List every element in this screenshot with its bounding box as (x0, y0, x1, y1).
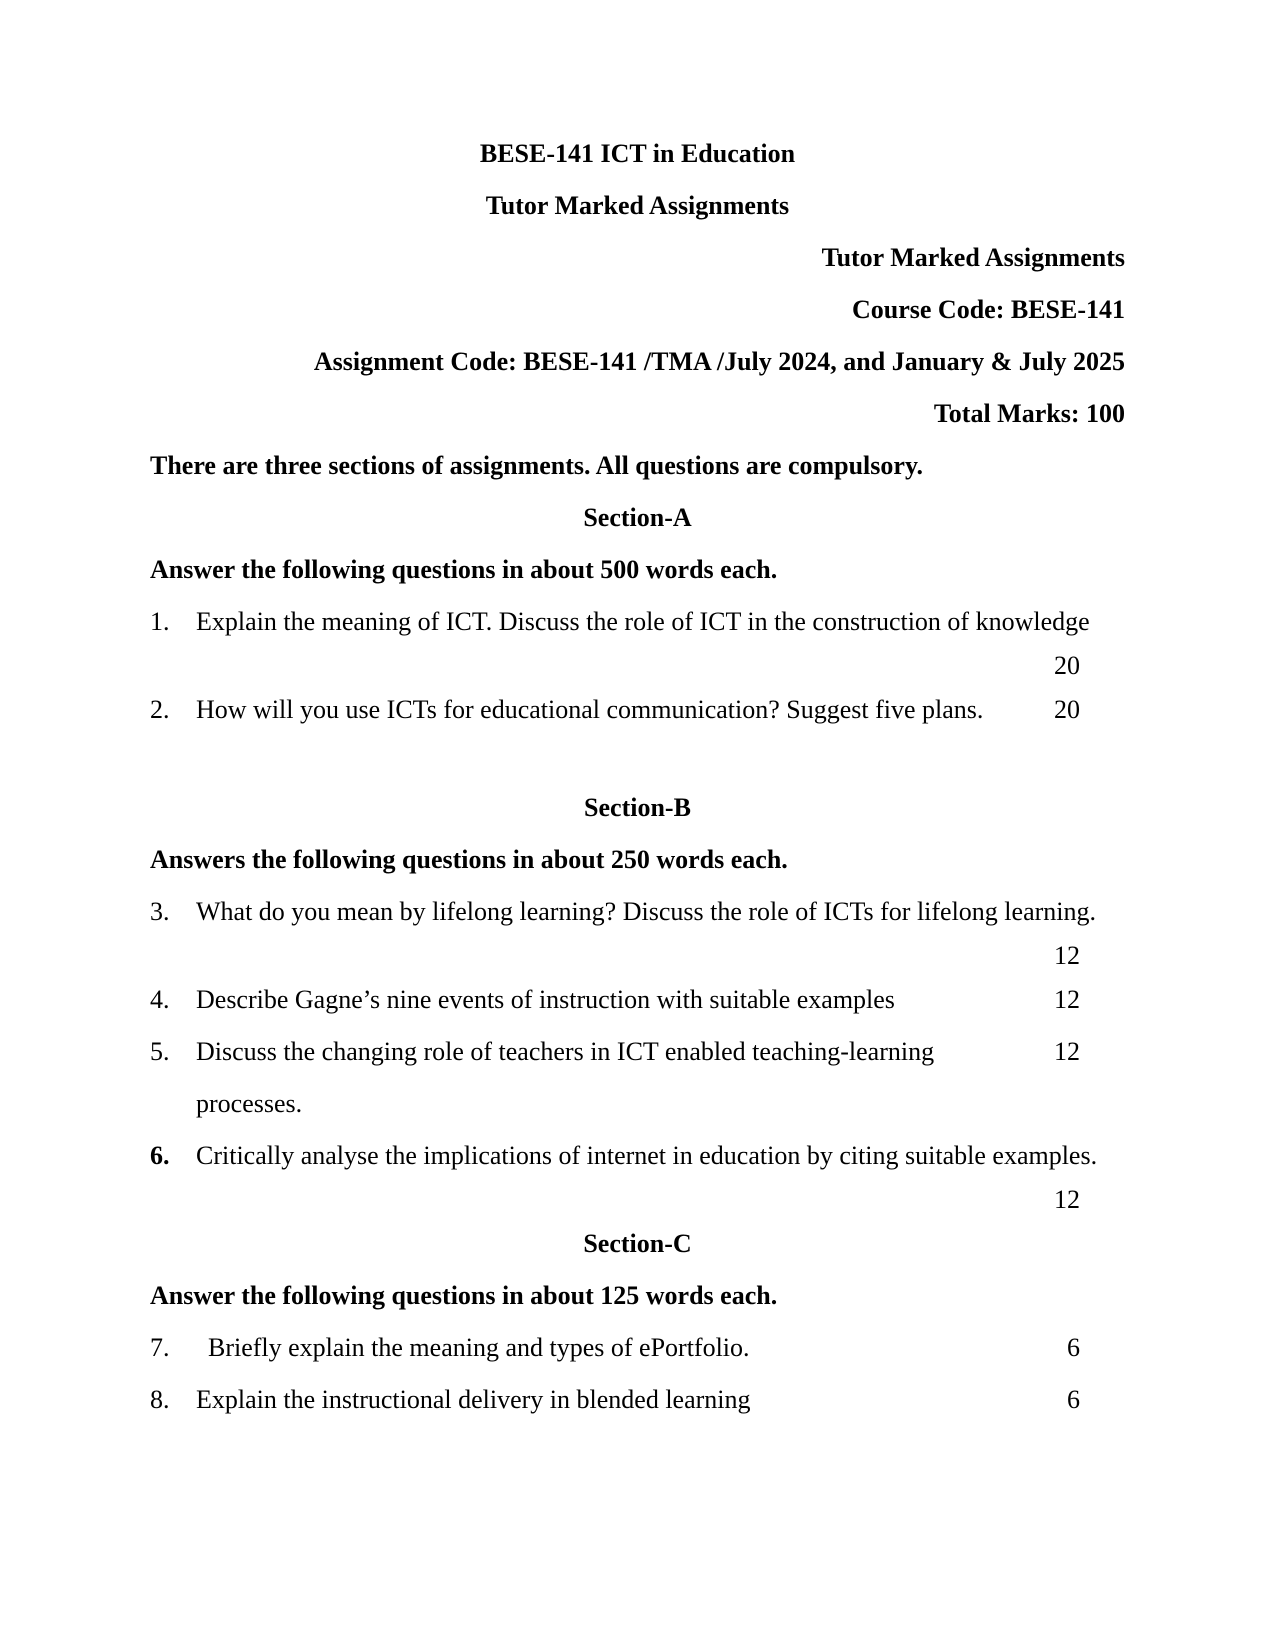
question-6-number: 6. (150, 1141, 170, 1170)
question-2-number: 2. (150, 695, 170, 724)
question-6 (150, 1130, 1125, 1182)
question-8 (150, 1374, 1125, 1426)
question-8-marks: 6 (1067, 1385, 1080, 1414)
section-c-instruction: Answer the following questions in about 125 words each. (150, 1281, 778, 1310)
question-8-number: 8. (150, 1385, 170, 1414)
header-course-code: Course Code: BESE-141 (851, 295, 1125, 324)
question-8-text: Explain the instructional delivery in blended learning (196, 1385, 751, 1414)
question-5-number: 5. (150, 1037, 170, 1066)
question-4-text: Describe Gagne’s nine events of instruction with suitable examples (196, 985, 895, 1014)
question-3 (150, 886, 1125, 938)
question-4-marks: 12 (1054, 985, 1080, 1014)
question-4-number: 4. (150, 985, 170, 1014)
question-6-marks: 12 (1054, 1185, 1080, 1214)
section-a-instruction: Answer the following questions in about 500 words each. (150, 555, 778, 584)
question-7-marks: 6 (1067, 1333, 1080, 1362)
question-7-number: 7. (150, 1333, 170, 1362)
document-subtitle: Tutor Marked Assignments (485, 191, 790, 220)
question-5 (150, 1026, 1125, 1130)
section-c-title: Section-C (583, 1229, 692, 1258)
intro-note: There are three sections of assignments. All questions are compulsory. (150, 451, 924, 480)
question-5-marks: 12 (1054, 1037, 1080, 1066)
question-3-text: What do you mean by lifelong learning? Discuss the role of ICTs for lifelong learning. (196, 897, 1096, 926)
question-1 (150, 596, 1125, 648)
question-7-text: Briefly explain the meaning and types of ePortfolio. (208, 1333, 750, 1362)
question-5-text: Discuss the changing role of teachers in ICT enabled teaching-learning processes. (196, 1037, 935, 1118)
section-b-title: Section-B (584, 793, 691, 822)
question-2-marks: 20 (1054, 695, 1080, 724)
question-6-text: Critically analyse the implications of internet in education by citing suitable examples. (196, 1141, 1098, 1170)
section-b-instruction: Answers the following questions in about 250 words each. (150, 845, 788, 874)
question-3-number: 3. (150, 897, 170, 926)
question-1-number: 1. (150, 607, 170, 636)
header-assignment-code: Assignment Code: BESE-141 /TMA /July 2024, and January & July 2025 (313, 347, 1125, 376)
question-3-marks: 12 (1054, 941, 1080, 970)
question-4 (150, 974, 1125, 1026)
document-title: BESE-141 ICT in Education (479, 139, 796, 168)
header-total-marks: Total Marks: 100 (933, 399, 1125, 428)
question-1-marks: 20 (1054, 651, 1080, 680)
question-2-text: How will you use ICTs for educational communication? Suggest five plans. (196, 695, 984, 724)
header-assignments-label: Tutor Marked Assignments (821, 243, 1125, 272)
question-1-text: Explain the meaning of ICT. Discuss the role of ICT in the construction of knowledge (196, 607, 1090, 636)
question-7 (150, 1322, 1125, 1374)
section-a-title: Section-A (583, 503, 692, 532)
question-2 (150, 684, 1125, 736)
